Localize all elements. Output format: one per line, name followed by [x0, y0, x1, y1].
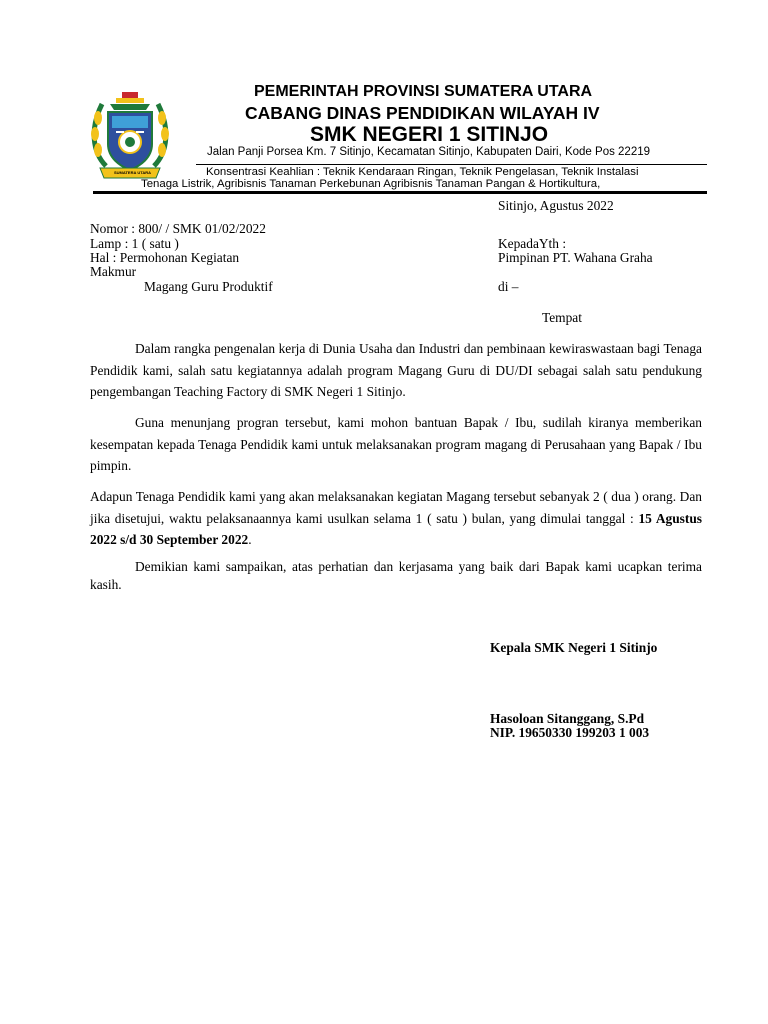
- paragraph-2-text: Guna menunjang progran tersebut, kami mohon bantuan Bapak / Ibu, sudilah kiranya memberikan kesempatan kepada Tenaga Pendidik kami untuk melaksanakan program magang di Perusahaan yang Bapak / Ibu pimpin.: [90, 415, 702, 473]
- provincial-logo: [86, 88, 174, 184]
- logo-motto: SUMATERA UTARA: [114, 170, 152, 175]
- header-rule-thick: [93, 191, 707, 194]
- paragraph-1-text: Dalam rangka pengenalan kerja di Dunia Usaha dan Industri dan pembinaan kewiraswastaan bagi Tenaga Pendidik kami, salah satu kegiatannya adalah program Magang Guru di DU/DI sebagai salah satu pendukung pengembangan Teaching Factory di SMK Negeri 1 Sitinjo.: [90, 341, 702, 399]
- paragraph-4: [90, 558, 702, 594]
- signatory-nip: NIP. 19650330 199203 1 003: [490, 725, 650, 740]
- expertise-line-2: Tenaga Listrik, Agribisnis Tanaman Perkebunan Agribisnis Tanaman Pangan & Hortikultura,: [141, 178, 601, 190]
- signature-title: Kepala SMK Negeri 1 Sitinjo: [490, 640, 658, 655]
- header-rule-thin: [196, 164, 707, 165]
- signatory-name: Hasoloan Sitanggang, S.Pd: [490, 711, 645, 726]
- subject-continuation-2: Magang Guru Produktif: [144, 279, 273, 294]
- recipient-label: KepadaYth :: [498, 236, 567, 251]
- attachment-line: Lamp : 1 ( satu ): [90, 236, 179, 251]
- paragraph-3-end: .: [248, 532, 252, 547]
- paragraph-3: [90, 486, 702, 551]
- letter-number: Nomor : 800/ / SMK 01/02/2022: [90, 221, 266, 236]
- recipient-place: Tempat: [542, 310, 582, 325]
- recipient-name: Pimpinan PT. Wahana Graha: [498, 250, 653, 265]
- paragraph-2: [90, 412, 702, 477]
- activity-dates: 15 Agustus 2022 s/d 30 September 2022: [90, 510, 702, 547]
- paragraph-1: [90, 338, 702, 403]
- recipient-di: di –: [498, 279, 519, 294]
- place-date: Sitinjo, Agustus 2022: [498, 198, 614, 213]
- header-line-1: PEMERINTAH PROVINSI SUMATERA UTARA: [254, 83, 593, 100]
- subject-continuation: Makmur: [90, 264, 137, 279]
- school-address: Jalan Panji Porsea Km. 7 Sitinjo, Kecamatan Sitinjo, Kabupaten Dairi, Kode Pos 22219: [207, 146, 651, 158]
- paragraph-4-text: Demikian kami sampaikan, atas perhatian dan kerjasama yang baik dari Bapak kami ucapkan terima kasih.: [90, 559, 702, 592]
- paragraph-3-text: Adapun Tenaga Pendidik kami yang akan melaksanakan kegiatan Magang tersebut sebanyak 2 ( dua ) orang. Dan jika disetujui, waktu pelaksanaannya kami usulkan selama 1 ( satu ) bulan, yang dimulai tanggal :: [90, 489, 702, 526]
- subject-line: Hal : Permohonan Kegiatan: [90, 250, 240, 265]
- header-line-2: CABANG DINAS PENDIDIKAN WILAYAH IV: [245, 103, 600, 123]
- school-name: SMK NEGERI 1 SITINJO: [310, 123, 549, 146]
- expertise-line-1: Konsentrasi Keahlian : Teknik Kendaraan Ringan, Teknik Pengelasan, Teknik Instalasi: [206, 166, 639, 178]
